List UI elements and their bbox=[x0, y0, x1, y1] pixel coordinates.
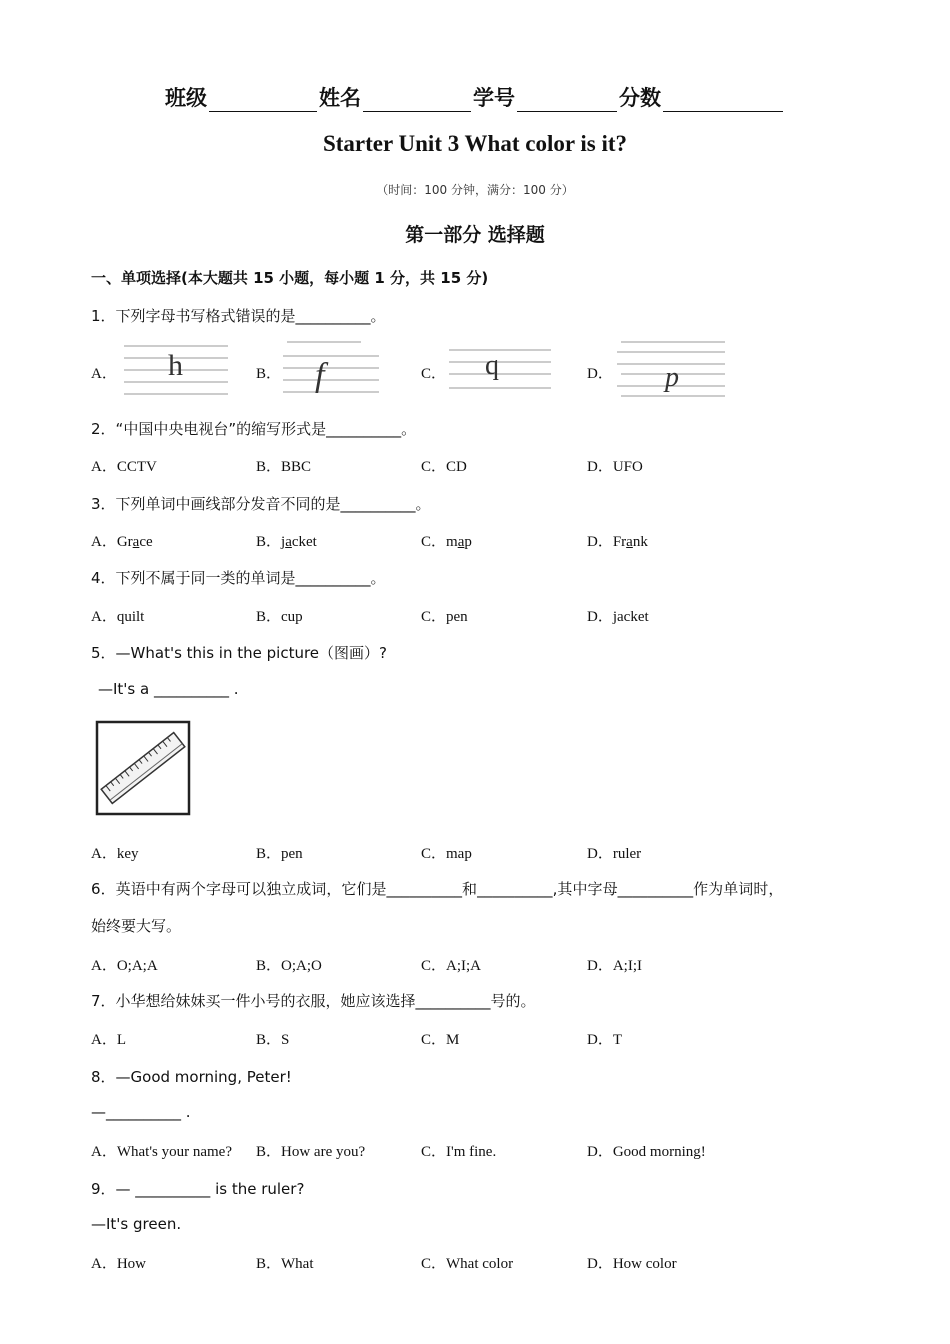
score-label: 分数 bbox=[619, 86, 661, 110]
q2-option-b[interactable]: B．BBC bbox=[256, 459, 312, 475]
question-9-stem: 9．— __________ is the ruler? bbox=[91, 1180, 305, 1198]
q8-option-a[interactable]: A．What's your name? bbox=[91, 1144, 232, 1160]
question-4-stem: 4．下列不属于同一类的单词是__________。 bbox=[91, 569, 386, 587]
q2-option-a[interactable]: A．CCTV bbox=[91, 459, 157, 475]
q1-letter-p: p bbox=[665, 362, 679, 393]
name-label: 姓名 bbox=[319, 86, 361, 110]
q6-option-c[interactable]: C．A;I;A bbox=[421, 958, 482, 974]
question-6-stem: 6．英语中有两个字母可以独立成词，它们是__________和__________,其中字母__________作为单词时， bbox=[91, 880, 784, 898]
class-blank[interactable] bbox=[209, 89, 317, 112]
q7-option-a[interactable]: A．L bbox=[91, 1032, 126, 1048]
q3-option-c[interactable] bbox=[421, 530, 472, 551]
question-3-stem: 3．下列单词中画线部分发音不同的是__________。 bbox=[91, 495, 431, 513]
student-info-line bbox=[0, 82, 950, 112]
q5-option-d[interactable]: D．ruler bbox=[587, 846, 642, 862]
page-title: Starter Unit 3 What color is it? bbox=[322, 131, 628, 156]
q6-option-b[interactable]: B．O;A;O bbox=[256, 958, 322, 974]
q5-option-c[interactable]: C．map bbox=[421, 846, 472, 862]
question-8-line2: —__________ . bbox=[91, 1103, 191, 1121]
q6-option-d[interactable]: D．A;I;I bbox=[587, 958, 642, 974]
q8-option-d[interactable]: D．Good morning! bbox=[587, 1144, 706, 1160]
q1-option-a[interactable]: A． bbox=[91, 366, 117, 382]
q9-option-d[interactable]: D．How color bbox=[587, 1256, 677, 1272]
part-title: 第一部分 选择题 bbox=[405, 224, 545, 246]
q1-option-b[interactable]: B． bbox=[256, 366, 282, 382]
q4-option-c[interactable]: C．pen bbox=[421, 609, 468, 625]
q3-option-a[interactable] bbox=[91, 530, 153, 551]
ruler-picture bbox=[95, 720, 191, 816]
question-1-stem: 1．下列字母书写格式错误的是__________。 bbox=[91, 307, 386, 325]
q4-option-a[interactable]: A．quilt bbox=[91, 609, 145, 625]
q4-option-b[interactable]: B．cup bbox=[256, 609, 303, 625]
q9-option-b[interactable]: B．What bbox=[256, 1256, 314, 1272]
q3-a-underlined: a bbox=[132, 534, 140, 550]
q2-option-c[interactable]: C．CD bbox=[421, 459, 467, 475]
q1-letter-q-image bbox=[449, 344, 553, 394]
q6-option-a[interactable]: A．O;A;A bbox=[91, 958, 158, 974]
q3-c-underlined: a bbox=[457, 534, 465, 550]
student-id-label: 学号 bbox=[473, 86, 515, 110]
question-5-line2: —It's a __________ . bbox=[98, 680, 239, 698]
q1-option-d[interactable]: D． bbox=[587, 366, 613, 382]
student-id-blank[interactable] bbox=[517, 89, 617, 112]
section-title: 一、单项选择(本大题共 15 小题，每小题 1 分，共 15 分) bbox=[91, 269, 489, 287]
q4-option-d[interactable]: D．jacket bbox=[587, 609, 649, 625]
question-5-stem: 5．—What's this in the picture（图画）? bbox=[91, 644, 387, 662]
q3-d-suffix: nk bbox=[632, 534, 648, 550]
q1-letter-p-image bbox=[617, 336, 727, 402]
q1-letter-f: f bbox=[315, 357, 325, 394]
score-blank[interactable] bbox=[663, 89, 783, 112]
question-2-stem: 2．“中国中央电视台”的缩写形式是__________。 bbox=[91, 420, 417, 438]
q1-letter-h: h bbox=[168, 349, 183, 382]
q9-option-a[interactable]: A．How bbox=[91, 1256, 146, 1272]
q3-option-d[interactable] bbox=[587, 530, 648, 551]
q1-option-c[interactable]: C． bbox=[421, 366, 447, 382]
q1-letter-f-image bbox=[283, 336, 381, 400]
question-8-stem: 8．—Good morning, Peter! bbox=[91, 1068, 292, 1086]
q3-b-underlined: a bbox=[285, 534, 292, 550]
question-7-stem: 7．小华想给妹妹买一件小号的衣服，她应该选择__________号的。 bbox=[91, 992, 536, 1010]
question-6-line2: 始终要大写。 bbox=[91, 917, 182, 935]
q7-option-c[interactable]: C．M bbox=[421, 1032, 460, 1048]
q3-c-suffix: p bbox=[464, 534, 472, 550]
q3-b-suffix: cket bbox=[291, 534, 317, 550]
name-blank[interactable] bbox=[363, 89, 471, 112]
q3-a-prefix: A．Gr bbox=[91, 534, 133, 550]
question-9-line2: —It's green. bbox=[91, 1215, 182, 1233]
q1-letter-h-image bbox=[124, 338, 230, 402]
q1-letter-q: q bbox=[485, 350, 499, 381]
exam-info: （时间：100 分钟，满分：100 分） bbox=[376, 183, 574, 197]
q8-option-c[interactable]: C．I'm fine. bbox=[421, 1144, 497, 1160]
class-label: 班级 bbox=[165, 86, 207, 110]
q7-option-d[interactable]: D．T bbox=[587, 1032, 622, 1048]
q7-option-b[interactable]: B．S bbox=[256, 1032, 290, 1048]
q3-c-prefix: C．m bbox=[421, 534, 458, 550]
q9-option-c[interactable]: C．What color bbox=[421, 1256, 514, 1272]
q3-d-prefix: D．Fr bbox=[587, 534, 627, 550]
q5-option-b[interactable]: B．pen bbox=[256, 846, 303, 862]
q3-option-b[interactable] bbox=[256, 530, 317, 551]
q3-b-prefix: B．j bbox=[256, 534, 286, 550]
q2-option-d[interactable]: D．UFO bbox=[587, 459, 643, 475]
q8-option-b[interactable]: B．How are you? bbox=[256, 1144, 366, 1160]
q3-a-suffix: ce bbox=[139, 534, 153, 550]
q3-d-underlined: a bbox=[626, 534, 633, 550]
q5-option-a[interactable]: A．key bbox=[91, 846, 139, 862]
